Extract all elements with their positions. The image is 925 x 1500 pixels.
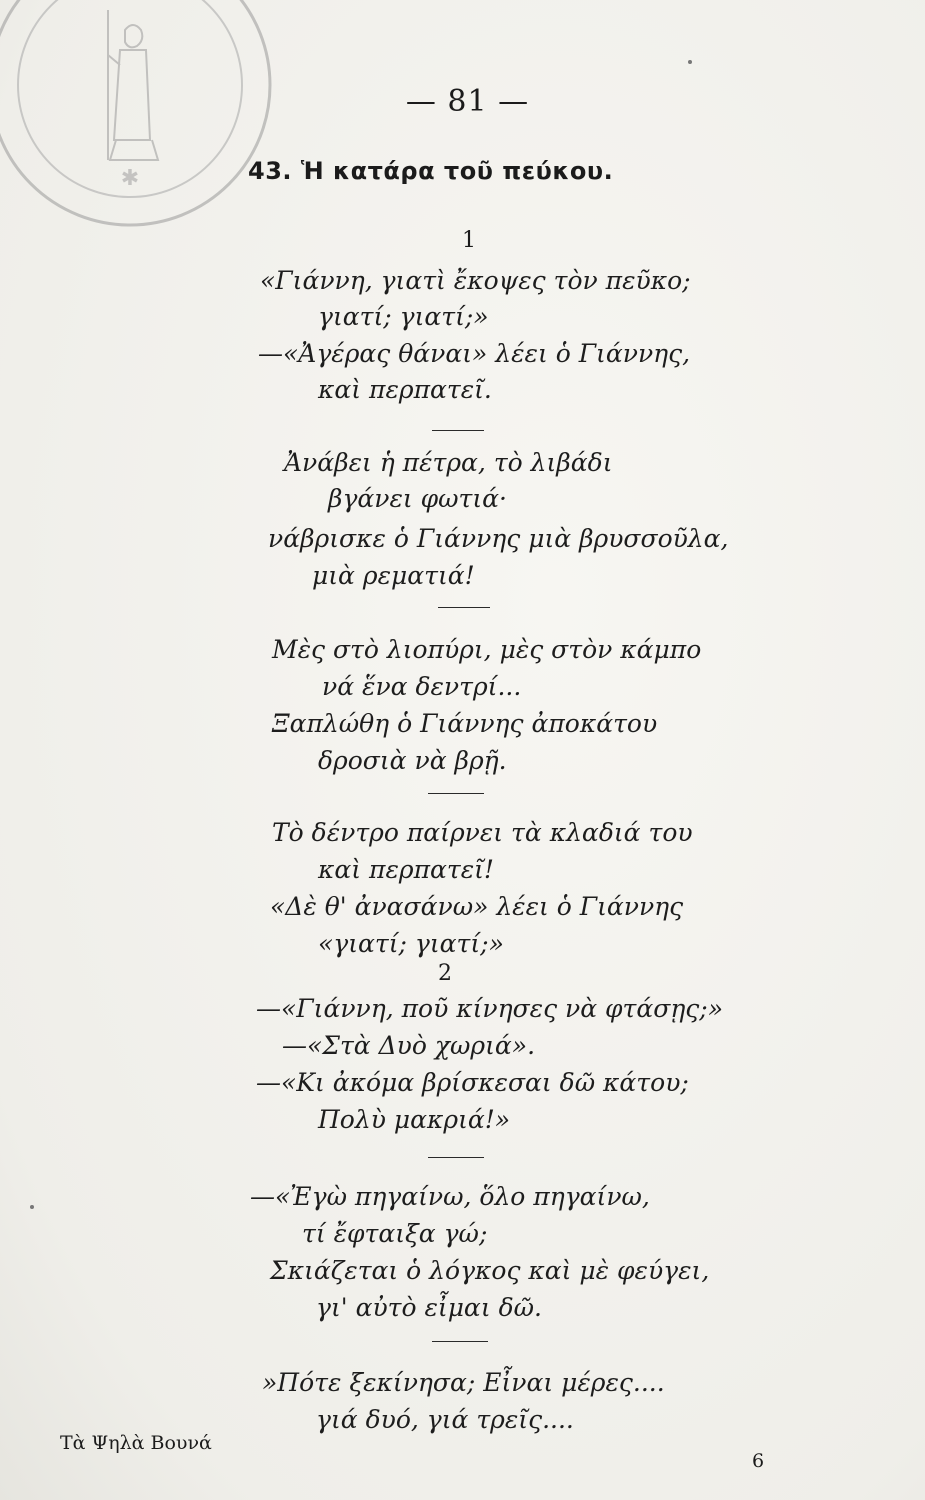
poem-line: —«Γιάννη, ποῦ κίνησες νὰ φτάσῃς;»	[256, 994, 724, 1023]
scan-speck	[30, 1205, 34, 1209]
poem-line: γι' αὐτὸ εἶμαι δῶ.	[316, 1293, 542, 1322]
book-signature: Τὰ Ψηλὰ Βουνά	[60, 1432, 212, 1454]
stanza-divider	[428, 793, 484, 794]
page-number: — 81 —	[405, 84, 530, 119]
poem-line: —«Ἀγέρας θάναι» λέει ὁ Γιάννης,	[258, 339, 691, 368]
poem-line: δροσιὰ νὰ βρῇ.	[318, 746, 507, 775]
poem-line: τί ἔφταιξα γώ;	[302, 1219, 488, 1248]
poem-line: «Γιάννη, γιατὶ ἔκοψες τὸν πεῦκο;	[260, 266, 691, 295]
svg-text:✱: ✱	[120, 166, 140, 191]
poem-line: —«Ἐγὼ πηγαίνω, ὅλο πηγαίνω,	[250, 1182, 650, 1211]
stanza-divider	[438, 607, 490, 608]
section-number: 1	[462, 228, 476, 253]
poem-line: —«Στὰ Δυὸ χωριά».	[282, 1031, 536, 1060]
poem-line: γιά δυό, γιά τρεῖς....	[316, 1405, 574, 1434]
poem-line: βγάνει φωτιά·	[328, 484, 507, 513]
poem-line: γιατί; γιατί;»	[318, 302, 489, 331]
poem-line: «Δὲ θ' ἀνασάνω» λέει ὁ Γιάννης	[270, 892, 684, 921]
poem-line: μιὰ ρεματιά!	[312, 561, 475, 590]
section-number: 2	[438, 961, 452, 986]
poem-line: καὶ περπατεῖ!	[318, 855, 494, 884]
poem-line: Τὸ δέντρο παίρνει τὰ κλαδιά του	[272, 818, 693, 847]
stanza-divider	[432, 430, 484, 431]
poem-line: Πολὺ μακριά!»	[318, 1105, 511, 1134]
poem-line: καὶ περπατεῖ.	[318, 375, 492, 404]
poem-line: νά ἕνα δεντρί...	[322, 672, 522, 701]
poem-line: «γιατί; γιατί;»	[318, 929, 504, 958]
poem-line: νάβρισκε ὁ Γιάννης μιὰ βρυσσοῦλα,	[268, 524, 729, 553]
stanza-divider	[428, 1157, 484, 1158]
scan-speck	[688, 60, 692, 64]
sheet-number: 6	[752, 1450, 765, 1472]
poem-title: 43. Ἡ κατάρα τοῦ πεύκου.	[248, 157, 614, 185]
poem-line: Σκιάζεται ὁ λόγκος καὶ μὲ φεύγει,	[270, 1256, 710, 1285]
poem-line: »Πότε ξεκίνησα; Εἶναι μέρες....	[262, 1368, 665, 1397]
poem-line: Μὲς στὸ λιοπύρι, μὲς στὸν κάμπο	[272, 635, 702, 664]
stanza-divider	[432, 1341, 488, 1342]
poem-line: Ξαπλώθη ὁ Γιάννης ἀποκάτου	[272, 709, 658, 738]
poem-line: —«Κι ἀκόμα βρίσκεσαι δῶ κάτου;	[256, 1068, 689, 1097]
poem-line: Ἀνάβει ἡ πέτρα, τὸ λιβάδι	[284, 448, 613, 477]
